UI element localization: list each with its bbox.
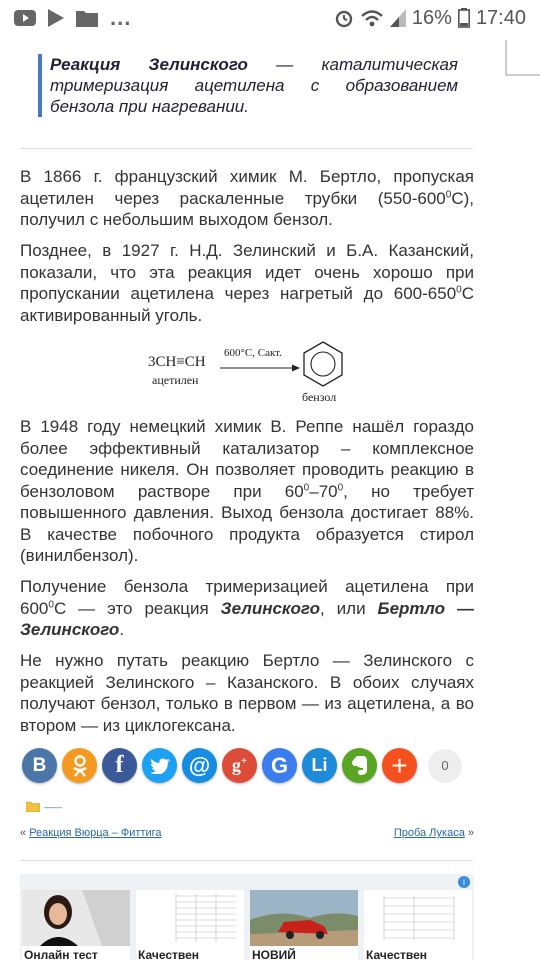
folder-icon	[76, 9, 98, 27]
evernote-icon	[351, 756, 369, 776]
paragraph-5: Не нужно путать реакцию Бертло — Зелинского с реакцией Зелинского – Казанского. В обоих случаях получают бензол, только в первом — из ацетилена, а во втором — из циклогексана.	[20, 651, 474, 735]
ad-card[interactable]	[22, 890, 130, 960]
share-more-button[interactable]	[382, 748, 417, 783]
definition-quote	[38, 54, 458, 117]
p3-text-b: , но требует повышенного давления. Выход бензола достигает 88%. В качестве побочного продукта образуется стирол (винилбензол).	[20, 481, 474, 565]
status-bar	[0, 0, 540, 36]
term-zelinsky: Зелинского	[220, 598, 320, 618]
ad-image-document	[136, 890, 244, 946]
share-twitter-button[interactable]	[142, 748, 177, 783]
p2-text-b: С активированный уголь.	[20, 284, 474, 325]
clock: 17:40	[475, 6, 526, 29]
paragraph-3	[20, 416, 474, 567]
wifi-icon	[360, 8, 384, 28]
paragraph-4	[20, 576, 474, 641]
livejournal-icon: Li	[311, 755, 328, 775]
share-bar	[22, 748, 462, 783]
degree-mark: 0	[303, 481, 310, 493]
share-livejournal-button[interactable]	[302, 748, 337, 783]
share-email-button[interactable]	[182, 748, 217, 783]
next-post-nav: Проба Лукаса »	[393, 827, 474, 839]
signal-icon	[390, 9, 406, 27]
ad-image-car	[250, 890, 358, 946]
p1-text-a: В 1866 г. французский химик М. Бертло, пропуская ацетилен через раскаленные трубки (550-600	[20, 167, 474, 208]
ad-image-document	[364, 890, 472, 946]
ad-image-person	[22, 890, 130, 946]
at-icon: @	[188, 752, 211, 778]
ad-info-icon[interactable]: i	[458, 876, 470, 888]
share-googleplus-button[interactable]	[222, 748, 257, 783]
quote-term: Реакция Зелинского	[50, 55, 248, 74]
p4-text-c: , или	[319, 598, 378, 618]
p3-text-mid: –70	[309, 481, 338, 501]
share-facebook-button[interactable]	[102, 748, 137, 783]
reaction-arrow	[220, 363, 300, 373]
prev-post-link[interactable]: Реакция Вюрца – Фиттига	[29, 827, 162, 839]
quote-text: — каталитическая тримеризация ацетилена с образованием бензола при нагревании.	[50, 55, 459, 116]
share-evernote-button[interactable]	[342, 748, 377, 783]
reaction-conditions: 600°C, Cакт.	[224, 347, 282, 359]
scroll-edge	[505, 40, 540, 76]
p4-text-d: .	[119, 620, 125, 639]
category-text: ——	[44, 801, 62, 812]
youtube-icon	[14, 10, 36, 26]
p3-text-a: В 1948 году немецкий химик В. Реппе нашёл гораздо более эффективный катализатор – комплексное соединение никеля. Он позволяет проводить реакцию в бензоловом растворе при 60	[20, 417, 474, 501]
twitter-icon	[150, 758, 170, 774]
vk-icon: В	[32, 754, 47, 776]
ad-title: Качествен	[138, 948, 200, 960]
reactant-formula: 3CH≡CH	[148, 354, 206, 370]
battery-percent: 16%	[411, 6, 452, 29]
ad-card[interactable]	[250, 890, 358, 960]
share-vk-button[interactable]	[22, 748, 57, 783]
ad-card[interactable]	[364, 890, 472, 960]
paragraph-2	[20, 240, 474, 326]
p4-text-a: Получение бензола тримеризацией ацетилена при 600	[20, 577, 474, 618]
share-odnoklassniki-button[interactable]	[62, 748, 97, 783]
google-icon: G	[270, 752, 289, 778]
alarm-icon	[334, 8, 354, 28]
p4-text-b: С — это реакция	[53, 598, 221, 618]
benzene-ring-icon	[300, 340, 346, 388]
folder-icon	[26, 801, 40, 812]
degree-mark: 0	[445, 188, 452, 200]
share-count: 0	[428, 749, 462, 783]
battery-icon	[458, 8, 470, 28]
ad-title: НОВИЙ	[252, 948, 296, 960]
google-plus-icon: g+	[231, 755, 248, 775]
divider	[20, 860, 473, 861]
next-post-link[interactable]: Проба Лукаса	[393, 827, 465, 839]
p1-text-b: С), получил с небольшим выходом бензол.	[20, 188, 474, 229]
p2-text-a: Позднее, в 1927 г. Н.Д. Зелинский и Б.А. Казанский, показали, что эта реакция идет очень хорошо при пропускании ацетилена через нагретый до 600-650	[20, 241, 474, 303]
play-store-icon	[48, 9, 64, 27]
share-google-button[interactable]	[262, 748, 297, 783]
facebook-icon: f	[115, 752, 124, 778]
category-link[interactable]	[26, 801, 62, 812]
prev-post-nav: « Реакция Вюрца – Фиттига	[20, 827, 162, 839]
ad-title: Качествен	[366, 948, 428, 960]
ad-block	[20, 874, 474, 960]
ad-card[interactable]	[136, 890, 244, 960]
odnoklassniki-icon	[72, 755, 88, 777]
paragraph-1	[20, 166, 474, 231]
degree-mark: 0	[456, 284, 462, 296]
product-name: бензол	[302, 390, 337, 404]
plus-icon: +	[391, 749, 408, 781]
ad-title: Онлайн тест	[24, 948, 98, 960]
term-berthelot-zelinsky: Бертло — Зелинского	[20, 598, 474, 639]
degree-mark: 0	[48, 598, 54, 610]
reaction-scheme	[148, 340, 368, 406]
status-overflow: ...	[110, 5, 132, 30]
degree-mark: 0	[337, 481, 344, 493]
divider	[20, 148, 473, 149]
reactant-name: ацетилен	[152, 373, 199, 387]
